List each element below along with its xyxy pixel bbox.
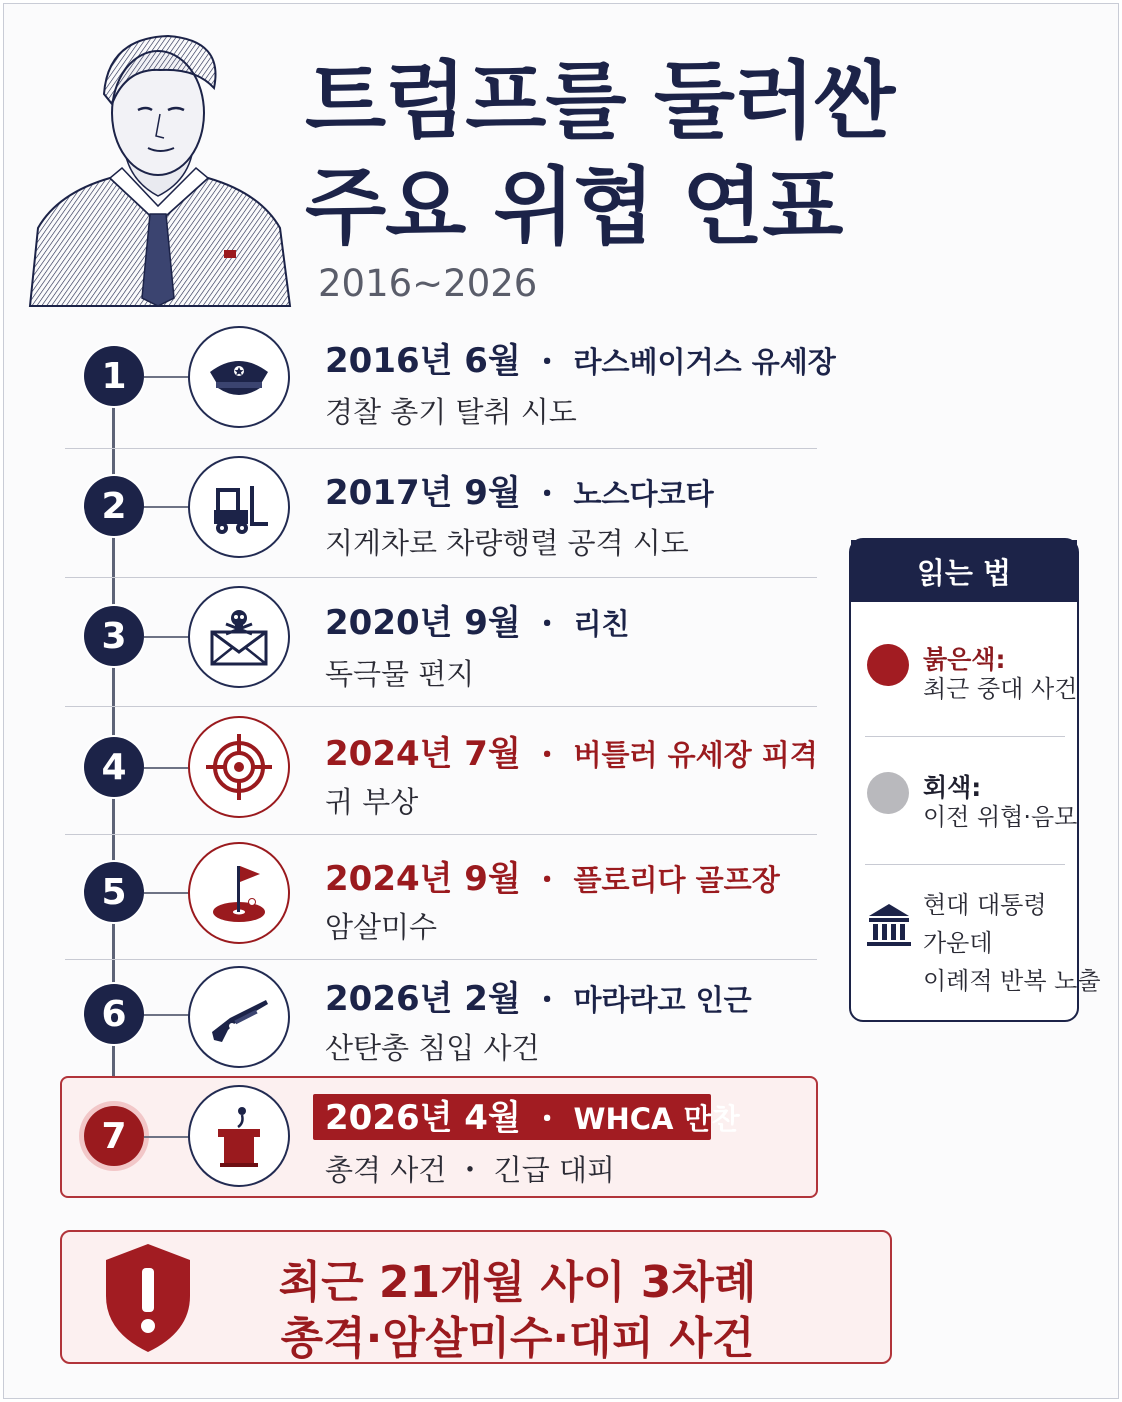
event-description: 경찰 총기 탈취 시도 (325, 395, 577, 429)
connector (144, 636, 189, 638)
portrait-illustration (28, 18, 290, 306)
title-line2: 주요 위협 연표 (305, 158, 843, 256)
event-number: 6 (84, 984, 144, 1044)
event-heading (325, 978, 752, 1021)
row-divider (65, 448, 817, 449)
legend-heading: 읽는 법 (851, 540, 1077, 602)
event-number: 7 (84, 1106, 144, 1166)
row-divider (65, 577, 817, 578)
legend-divider (865, 736, 1065, 737)
legend-gray-title: 회색: (923, 773, 982, 802)
event-icon-circle (188, 716, 290, 818)
row-divider (65, 959, 817, 960)
event-heading (325, 733, 818, 776)
event-dot: ・ (532, 863, 562, 897)
event-heading (325, 472, 714, 515)
forklift-icon (204, 472, 274, 542)
page-subtitle: 2016~2026 (318, 262, 538, 305)
connector (144, 892, 189, 894)
event-icon-circle (188, 326, 290, 428)
row-divider (65, 706, 817, 707)
event-date: 2026년 4월 (325, 1098, 521, 1138)
connector (144, 767, 189, 769)
event-dot: ・ (532, 345, 562, 379)
legend-divider (865, 864, 1065, 865)
event-heading (325, 340, 836, 383)
event-date: 2024년 9월 (325, 859, 521, 899)
event-description: 귀 부상 (325, 785, 419, 819)
crosshair-icon (204, 732, 274, 802)
event-icon-circle (188, 842, 290, 944)
event-heading (325, 1097, 740, 1140)
row-divider (65, 834, 817, 835)
event-location: 라스베이거스 유세장 (573, 345, 836, 379)
page-title (305, 48, 905, 260)
event-icon-circle (188, 586, 290, 688)
red-dot-icon (867, 644, 909, 686)
event-icon-circle (188, 966, 290, 1068)
summary-line2: 총격·암살미수·대피 사건 (280, 1313, 755, 1364)
event-location: WHCA 만찬 (573, 1102, 740, 1136)
event-location: 마라라고 인근 (573, 983, 752, 1017)
legend-president-line1: 현대 대통령 (923, 891, 1047, 919)
event-number: 2 (84, 476, 144, 536)
event-description: 산탄총 침입 사건 (325, 1031, 540, 1065)
summary-line1: 최근 21개월 사이 3차례 (278, 1257, 757, 1308)
event-date: 2020년 9월 (325, 603, 521, 643)
event-date: 2017년 9월 (325, 473, 521, 513)
golf-flag-icon (204, 858, 274, 928)
event-icon-circle (188, 456, 290, 558)
warning-shield-icon (98, 1240, 198, 1356)
connector (144, 1014, 189, 1016)
legend-red-text: 최근 중대 사건 (923, 675, 1078, 703)
event-date: 2026년 2월 (325, 979, 521, 1019)
connector (144, 376, 189, 378)
event-number: 5 (84, 862, 144, 922)
shotgun-icon (204, 982, 274, 1052)
event-dot: ・ (532, 1102, 562, 1136)
event-heading (325, 602, 630, 645)
government-building-icon (865, 900, 913, 948)
event-description: 독극물 편지 (325, 657, 475, 691)
event-location: 플로리다 골프장 (573, 863, 780, 897)
police-cap-icon (204, 342, 274, 412)
legend-gray-text: 이전 위협·음모 (923, 803, 1078, 831)
event-location: 노스다코타 (573, 477, 714, 511)
event-location: 리친 (573, 607, 630, 641)
event-number: 1 (84, 346, 144, 406)
event-description: 암살미수 (325, 910, 438, 944)
event-date: 2016년 6월 (325, 341, 521, 381)
poison-letter-icon (204, 602, 274, 672)
connector (144, 1136, 189, 1138)
legend-panel (849, 538, 1101, 1022)
event-dot: ・ (532, 477, 562, 511)
event-date: 2024년 7월 (325, 734, 521, 774)
event-heading (325, 858, 780, 901)
podium-icon (204, 1101, 274, 1171)
event-description: 총격 사건 ・ 긴급 대피 (325, 1153, 615, 1187)
event-number: 4 (84, 737, 144, 797)
event-description: 지게차로 차량행렬 공격 시도 (325, 526, 689, 560)
event-dot: ・ (532, 983, 562, 1017)
event-icon-circle (188, 1085, 290, 1187)
gray-dot-icon (867, 772, 909, 814)
event-dot: ・ (532, 607, 562, 641)
legend-president-line3: 이례적 반복 노출 (923, 967, 1101, 995)
event-dot: ・ (532, 738, 562, 772)
connector (144, 506, 189, 508)
event-number: 3 (84, 606, 144, 666)
legend-president-line2: 가운데 (923, 929, 993, 957)
legend-red-title: 붉은색: (923, 645, 1006, 674)
title-line1: 트럼프를 둘러싼 (305, 52, 895, 150)
event-location: 버틀러 유세장 피격 (573, 738, 818, 772)
